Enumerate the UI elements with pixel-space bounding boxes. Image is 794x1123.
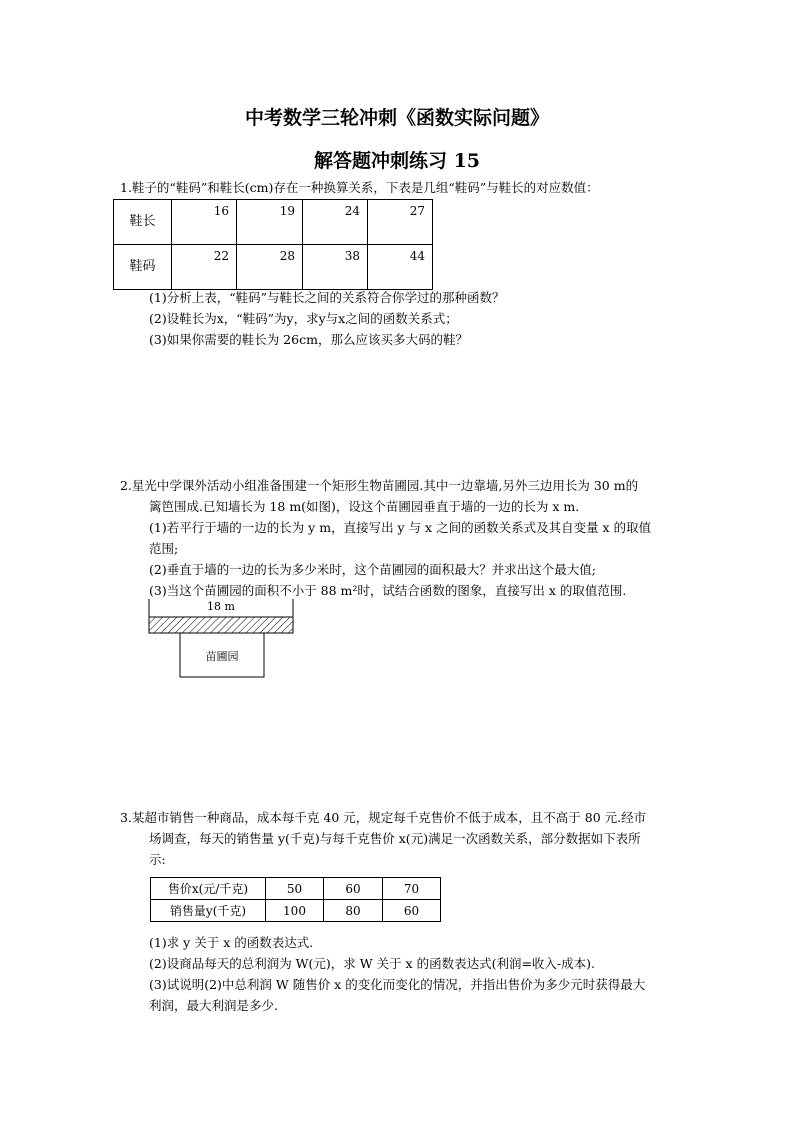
q1-table	[113, 199, 433, 290]
document-subtitle: 解答题冲刺练习 15	[313, 150, 481, 172]
table-cell: 28	[237, 245, 303, 290]
q1-row2-header: 鞋码	[114, 245, 172, 290]
q3-row1-header: 售价x(元/千克)	[151, 878, 266, 900]
table-cell: 38	[303, 245, 368, 290]
q3-line3: 示:	[149, 852, 166, 867]
q3-part1: (1)求 y 关于 x 的函数表达式.	[149, 935, 314, 950]
q3-line2: 场调查，每天的销售量 y(千克)与每千克售价 x(元)满足一次函数关系，部分数据如下表所	[149, 831, 641, 846]
q2-line2: 篱笆围成.已知墙长为 18 m(如图)，设这个苗圃园垂直于墙的一边的长为 x m.	[149, 499, 580, 514]
q3-part3-line1: (3)试说明(2)中总利润 W 随售价 x 的变化而变化的情况，并指出售价为多少元时获得最大	[149, 977, 646, 992]
garden-figure	[140, 597, 302, 681]
q3-part2: (2)设商品每天的总利润为 W(元)，求 W 关于 x 的函数表达式(利润=收入-成本).	[149, 956, 595, 971]
table-cell: 60	[383, 900, 441, 922]
q2-part1-line1: (1)若平行于墙的一边的长为 y m，直接写出 y 与 x 之间的函数关系式及其自变量 x 的取值	[149, 520, 652, 535]
table-cell: 19	[237, 200, 303, 245]
q3-row2-header: 销售量y(千克)	[151, 900, 266, 922]
table-cell: 70	[383, 878, 441, 900]
q1-stem: 1.鞋子的“鞋码”和鞋长(cm)存在一种换算关系，下表是几组“鞋码”与鞋长的对应数值：	[120, 180, 599, 195]
table-row	[114, 200, 433, 245]
q2-line1: 2.星光中学课外活动小组准备围建一个矩形生物苗圃园.其中一边靠墙,另外三边用长为 30 m的	[120, 478, 639, 493]
table-cell: 16	[172, 200, 237, 245]
table-row	[151, 900, 441, 922]
table-cell: 50	[266, 878, 324, 900]
table-cell: 60	[324, 878, 383, 900]
q3-line1: 3.某超市销售一种商品，成本每千克 40 元，规定每千克售价不低于成本，且不高于 80 元.经市	[120, 810, 647, 825]
q1-row1-header: 鞋长	[114, 200, 172, 245]
q3-part3-line2: 利润，最大利润是多少.	[149, 998, 278, 1013]
table-cell: 100	[266, 900, 324, 922]
q1-part2: (2)设鞋长为x，“鞋码”为y，求y与x之间的函数关系式；	[149, 311, 458, 326]
q2-part2: (2)垂直于墙的一边的长为多少米时，这个苗圃园的面积最大？并求出这个最大值;	[149, 562, 596, 577]
table-cell: 44	[368, 245, 433, 290]
table-cell: 80	[324, 900, 383, 922]
wall-length-label: 18 m	[207, 600, 235, 613]
q3-table	[150, 877, 441, 922]
q2-part3: (3)当这个苗圃园的面积不小于 88 m²时，试结合函数的图象，直接写出 x 的取值范围.	[149, 583, 627, 598]
table-cell: 24	[303, 200, 368, 245]
table-cell: 27	[368, 200, 433, 245]
wall	[149, 617, 293, 633]
table-row	[151, 878, 441, 900]
garden-label: 苗圃园	[205, 650, 239, 663]
q1-part3: (3)如果你需要的鞋长为 26cm，那么应该买多大码的鞋？	[149, 332, 468, 347]
q2-part1-line2: 范围;	[149, 541, 179, 556]
table-row	[114, 245, 433, 290]
q1-part1: (1)分析上表，“鞋码”与鞋长之间的关系符合你学过的那种函数？	[149, 290, 505, 305]
table-cell: 22	[172, 245, 237, 290]
document-title: 中考数学三轮冲刺《函数实际问题》	[244, 107, 549, 129]
